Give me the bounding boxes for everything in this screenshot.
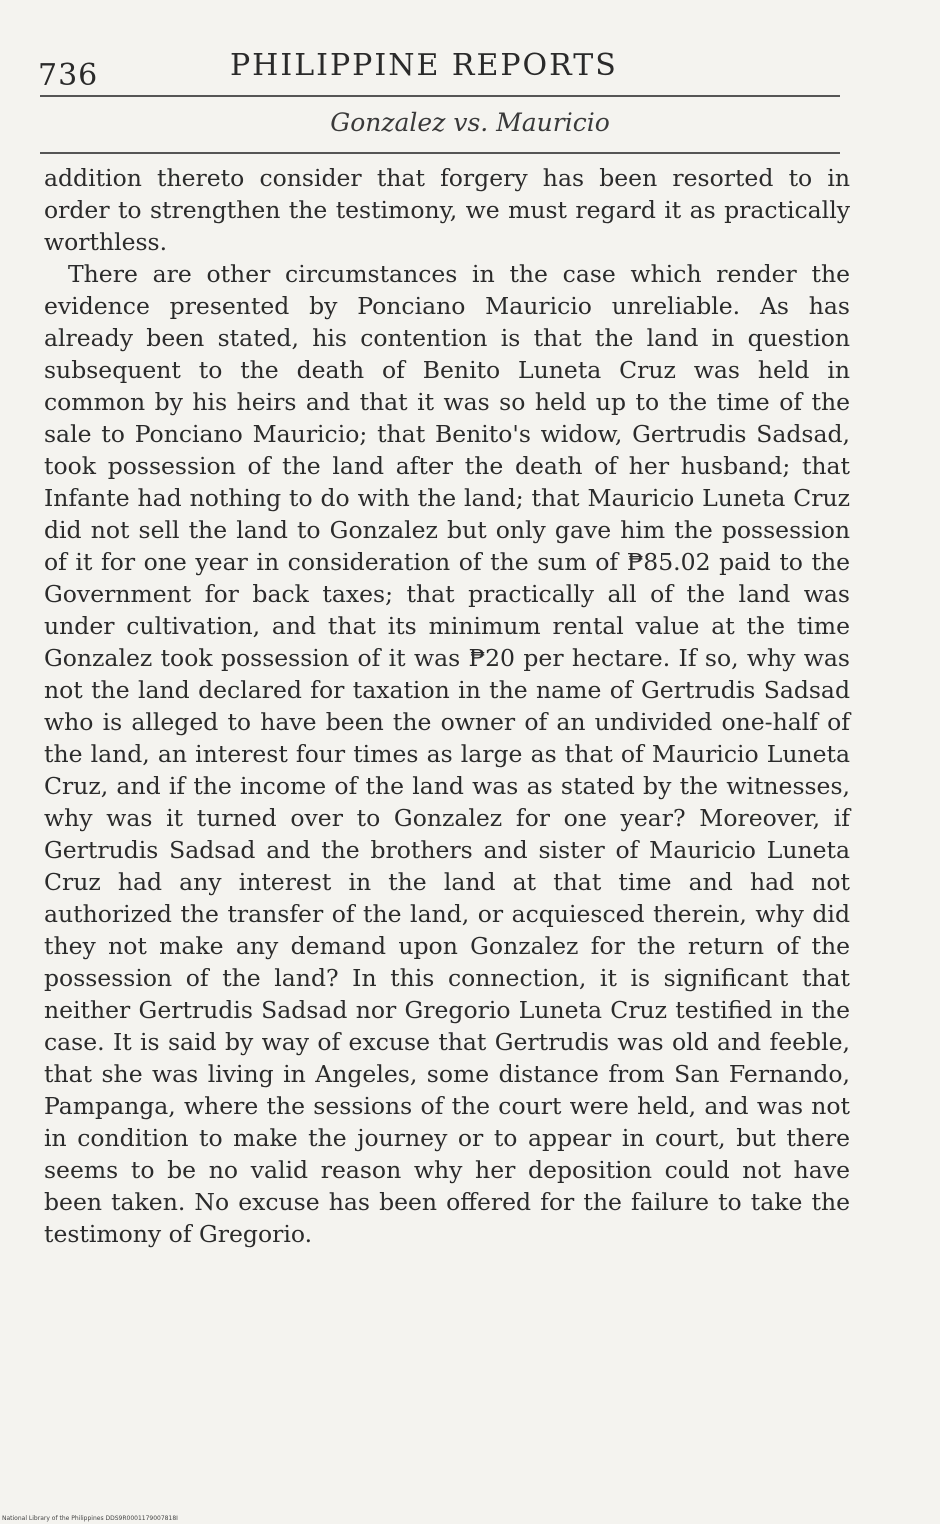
- title-rule: [40, 152, 840, 154]
- running-head: PHILIPPINE REPORTS: [230, 48, 618, 83]
- case-title: Gonzalez vs. Mauricio: [330, 108, 610, 137]
- scan-source-footer: National Library of the Philippines DDS9R0001179007818I: [2, 1515, 178, 1522]
- body-text: [44, 162, 850, 1250]
- paragraph-1: addition thereto consider that forgery has been resorted to in order to strengthen the testimony, we must regard it as practically worthless.: [44, 164, 850, 256]
- paragraph-2: There are other circumstances in the case which render the evidence presented by Ponciano Mauricio unreliable. As has already been stated, his contention is that the land in question subsequent to the death of Benito Luneta Cruz was held in common by his heirs and that it was so held up to the time of the sale to Ponciano Mauricio; that Benito's widow, Gertrudis Sadsad, took possession of the land after the death of her husband; that Infante had nothing to do with the land; that Mauricio Luneta Cruz did not sell the land to Gonzalez but only gave him the possession of it for one year in consideration of the sum of ₱85.02 paid to the Government for back taxes; that practically all of the land was under cultivation, and that its minimum rental value at the time Gonzalez took possession of it was ₱20 per hectare. If so, why was not the land declared for taxation in the name of Gertrudis Sadsad who is alleged to have been the owner of an undivided one-half of the land, an interest four times as large as that of Mauricio Luneta Cruz, and if the income of the land was as stated by the witnesses, why was it turned over to Gonzalez for one year? Moreover, if Gertrudis Sadsad and the brothers and sister of Mauricio Luneta Cruz had any interest in the land at that time and had not authorized the transfer of the land, or acquiesced therein, why did they not make any demand upon Gonzalez for the return of the possession of the land? In this connection, it is significant that neither Gertrudis Sadsad nor Gregorio Luneta Cruz testified in the case. It is said by way of excuse that Gertrudis was old and feeble, that she was living in Angeles, some distance from San Fernando, Pampanga, where the sessions of the court were held, and was not in condition to make the journey or to appear in court, but there seems to be no valid reason why her deposition could not have been taken. No excuse has been offered for the failure to take the testimony of Gregorio.: [44, 260, 850, 1248]
- header-rule: [40, 95, 840, 97]
- page-number: 736: [38, 58, 99, 93]
